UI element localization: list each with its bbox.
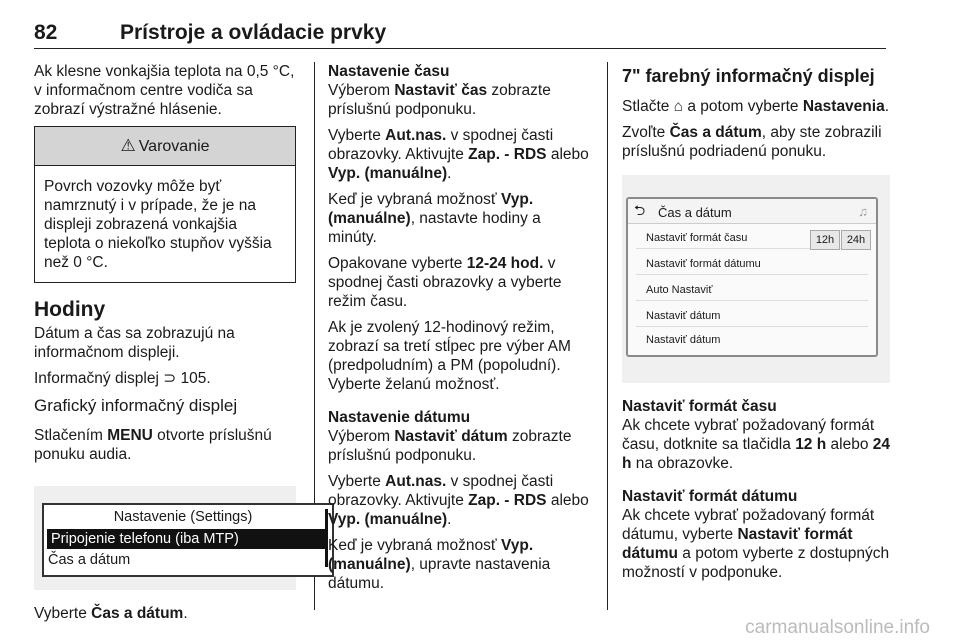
music-icon: ♫ [858, 204, 868, 219]
color-p2: Zvoľte Čas a dátum, aby ste zobrazili príslušnú podriadenú ponuku. [622, 124, 882, 160]
display-screen [42, 503, 334, 577]
color-p1: Stlačte ⌂ a potom vyberte Nastavenia. [622, 98, 890, 115]
list-item: Nastaviť dátum [646, 334, 721, 346]
color-display-image [622, 175, 890, 383]
home-icon: ⌂ [673, 98, 684, 115]
page-header [34, 18, 886, 49]
select-text: Vyberte Čas a dátum. [34, 605, 188, 622]
screen-title: Čas a dátum [658, 205, 732, 220]
btn-24h: 24h [841, 230, 871, 250]
screen-titlebar [628, 199, 876, 224]
menu-item: Čas a dátum [48, 552, 131, 568]
column-1 [34, 62, 296, 630]
info-display-ref: Informačný displej ⊃ 105. [34, 370, 211, 387]
hodiny-text: Dátum a čas sa zobrazujú na informačnom displeji. [34, 325, 235, 361]
time-p5: Ak je zvolený 12-hodinový režim, zobrazí sa tretí stĺpec pre výber AM (predpoludním) a PM (popoludní). Vyberte želanú možnosť. [328, 319, 571, 393]
date-p3: Keď je vybraná možnosť Vyp. (manuálne), upravte nastavenia dátumu. [328, 537, 551, 592]
time-p4: Opakovane vyberte 12-24 hod. v spodnej časti obrazovky a vyberte režim času. [328, 255, 562, 310]
heading-hodiny: Hodiny [34, 298, 106, 321]
graphic-text: Stlačením MENU otvorte príslušnú ponuku audia. [34, 427, 272, 463]
warning-text: Povrch vozovky môže byť namrznutý i v prípade, že je na displeji zobrazená vonkajšia teplota o niekoľko stupňov vyššia než 0 °C. [44, 178, 272, 271]
warning-box [34, 126, 296, 283]
date-p2: Vyberte Aut.nas. v spodnej časti obrazovky. Aktivujte Zap. - RDS alebo Vyp. (manuálne). [328, 473, 589, 528]
warning-icon: ⚠ [120, 136, 136, 155]
intro-text: Ak klesne vonkajšia teplota na 0,5 °C, v informačnom centre vodiča sa zobrazí výstražné hlásenie. [34, 63, 295, 118]
page-title: Prístroje a ovládacie prvky [120, 21, 387, 44]
warning-label: Varovanie [138, 138, 210, 155]
warning-header [35, 127, 295, 166]
column-2 [328, 62, 590, 600]
menu-item-selected: Pripojenie telefonu (iba MTP) [47, 529, 327, 549]
heading-graphic-display: Grafický informačný displej [34, 396, 238, 415]
list-item: Auto Nastaviť [636, 279, 868, 301]
page-number: 82 [34, 21, 58, 44]
column-divider [607, 62, 608, 610]
back-icon: ⮌ [634, 202, 646, 218]
time-format-text: Ak chcete vybrať požadovaný formát času, dotknite sa tlačidla 12 h alebo 24 h na obrazovke. [622, 417, 890, 472]
list-item: Nastaviť formát dátumu [636, 253, 868, 275]
screen-title: Nastavenie (Settings) [113, 509, 253, 525]
heading-date-format: Nastaviť formát dátumu [622, 488, 798, 505]
list-item: Nastaviť dátum [636, 305, 868, 327]
display-screen [626, 197, 878, 357]
time-p2: Vyberte Aut.nas. v spodnej časti obrazovky. Aktivujte Zap. - RDS alebo Vyp. (manuálne). [328, 127, 589, 182]
date-format-text: Ak chcete vybrať požadovaný formát dátumu, vyberte Nastaviť formát dátumu a potom vyberte z dostupných možností v podponuke. [622, 507, 890, 581]
heading-time-format: Nastaviť formát času [622, 398, 777, 415]
heading-time-setting: Nastavenie času [328, 63, 450, 80]
heading-date-setting: Nastavenie dátumu [328, 409, 471, 426]
watermark: carmanualsonline.info [745, 617, 930, 638]
list-item: Nastaviť formát času [636, 227, 868, 249]
time-p1: Výberom Nastaviť čas zobrazte príslušnú podponuku. [328, 82, 551, 118]
column-3 [622, 62, 890, 589]
btn-12h: 12h [810, 230, 840, 250]
graphic-display-image [34, 486, 296, 590]
date-p1: Výberom Nastaviť dátum zobrazte príslušnú podponuku. [328, 428, 572, 464]
time-p3: Keď je vybraná možnosť Vyp. (manuálne), nastavte hodiny a minúty. [328, 191, 541, 246]
heading-color-display: 7" farebný informačný displej [622, 66, 875, 86]
